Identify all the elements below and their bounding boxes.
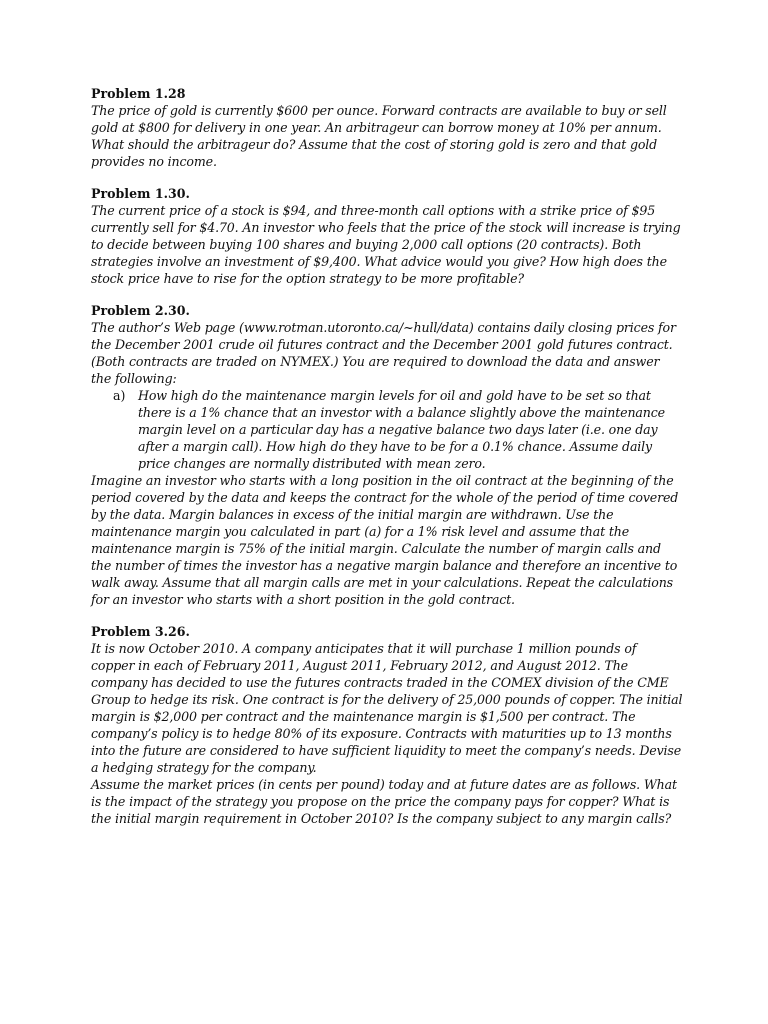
problem-3-26 — [91, 623, 683, 827]
problem-heading: Problem 2.30. — [91, 303, 190, 318]
problem-heading: Problem 1.28 — [91, 86, 186, 101]
problem-text: The current price of a stock is $94, and three-month call options with a strike price of $95 currently sell for $4.70. An investor who feels that the price of the stock will increase is trying to decide between buying 100 shares and buying 2,000 call options (20 contracts). Both strategies involve an investment of $9,400. What advice would you give? How high does the stock price have to rise for the option strategy to be more profitable? — [91, 203, 681, 286]
problem-text: The price of gold is currently $600 per ounce. Forward contracts are available to buy or sell gold at $800 for delivery in one year. An arbitrageur can borrow money at 10% per annum. What should the arbitrageur do? Assume that the cost of storing gold is zero and that gold provides no income. — [91, 103, 667, 169]
problem-text-continued: Imagine an investor who starts with a long position in the oil contract at the beginning of the period covered by the data and keeps the contract for the whole of the period of time covered by the data. Margin balances in excess of the initial margin are withdrawn. Use the maintenance margin you calculated in part (a) for a 1% risk level and assume that the maintenance margin is 75% of the initial margin. Calculate the number of margin calls and the number of times the investor has a negative margin balance and therefore an incentive to walk away. Assume that all margin calls are met in your calculations. Repeat the calculations for an investor who starts with a short position in the gold contract. — [91, 473, 679, 607]
problem-1-30 — [91, 185, 683, 287]
problem-heading: Problem 1.30. — [91, 186, 190, 201]
list-item-text: How high do the maintenance margin levels for oil and gold have to be set so that there is a 1% chance that an investor with a balance slightly above the maintenance margin level on a particular day has a negative balance two days later (i.e. one day after a margin call). How high do they have to be for a 0.1% chance. Assume daily price changes are normally distributed with mean zero. — [138, 388, 665, 471]
problem-text: The author’s Web page (www.rotman.utoronto.ca/~hull/data) contains daily closing prices for the December 2001 crude oil futures contract and the December 2001 gold futures contract. (Both contracts are traded on NYMEX.) You are required to download the data and answer the following: — [91, 320, 676, 386]
problem-1-28 — [91, 85, 683, 170]
problem-heading: Problem 3.26. — [91, 624, 190, 639]
list-marker: a) — [113, 388, 126, 403]
list-item — [91, 387, 683, 472]
problem-text: It is now October 2010. A company anticipates that it will purchase 1 million pounds of copper in each of February 2011, August 2011, February 2012, and August 2012. The company has decided to use the futures contracts traded in the COMEX division of the CME Group to hedge its risk. One contract is for the delivery of 25,000 pounds of copper. The initial margin is $2,000 per contract and the maintenance margin is $1,500 per contract. The company’s policy is to hedge 80% of its exposure. Contracts with maturities up to 13 months into the future are considered to have sufficient liquidity to meet the company’s needs. Devise a hedging strategy for the company. — [91, 641, 683, 775]
problem-text: Assume the market prices (in cents per pound) today and at future dates are as follows. What is the impact of the strategy you propose on the price the company pays for copper? What is the initial margin requirement in October 2010? Is the company subject to any margin calls? — [91, 777, 677, 826]
sub-question-list — [91, 387, 683, 472]
problem-2-30 — [91, 302, 683, 608]
document-page — [91, 85, 683, 842]
